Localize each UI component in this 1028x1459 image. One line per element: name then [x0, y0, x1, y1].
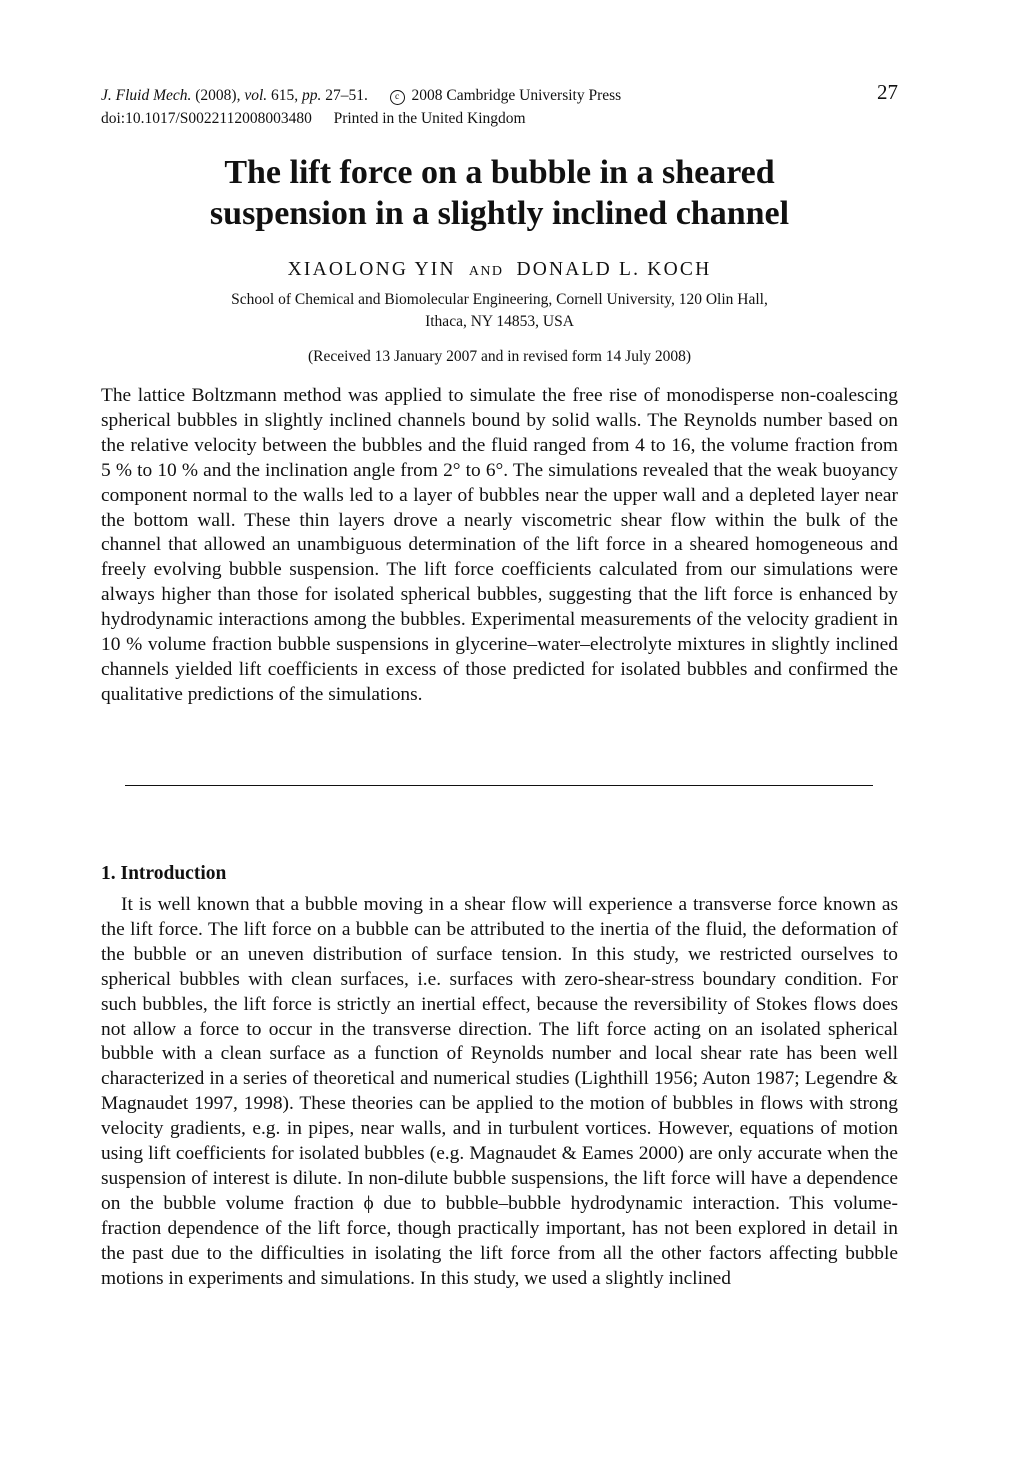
- title-line-2: suspension in a slightly inclined channel: [209, 195, 790, 232]
- pages-label: pp.: [302, 87, 322, 104]
- volume-value: 615,: [271, 87, 299, 104]
- paper-title: [101, 152, 898, 234]
- citation-line: [101, 84, 898, 107]
- paper-page: [101, 0, 898, 1459]
- printed-location: Printed in the United Kingdom: [333, 110, 526, 127]
- doi: doi:10.1017/S0022112008003480: [101, 110, 312, 127]
- author-2: DONALD L. KOCH: [516, 259, 712, 280]
- doi-line: [101, 107, 898, 130]
- copyright-text: 2008 Cambridge University Press: [411, 87, 622, 104]
- journal-year: (2008),: [195, 87, 241, 104]
- page-number: 27: [877, 80, 898, 104]
- author-conjunction: AND: [468, 264, 504, 279]
- pages-value: 27–51.: [325, 87, 368, 104]
- abstract: The lattice Boltzmann method was applied to simulate the free rise of monodisperse non-coalescing spherical bubbles in slightly inclined channels bound by solid walls. The Reynolds number based on the relative velocity between the bubbles and the fluid ranged from 4 to 16, the volume fraction from 5 % to 10 % and the inclination angle from 2° to 6°. The simulations revealed that the weak buoyancy component normal to the walls led to a layer of bubbles near the upper wall and a depleted layer near the bottom wall. These thin layers drove a nearly viscometric shear flow within the bulk of the channel that allowed an unambiguous determination of the lift force in a sheared homogeneous and freely evolving bubble suspension. The lift force coefficients calculated from our simulations were always higher than those for isolated spherical bubbles, suggesting that the lift force is enhanced by hydrodynamic interactions among the bubbles. Experimental measurements of the velocity gradient in 10 % volume fraction bubble suspensions in glycerine–water–electrolyte mixtures in slightly inclined channels yielded lift coefficients in excess of those predicted for isolated bubbles and confirmed the qualitative predictions of the simulations.: [101, 385, 898, 705]
- running-header: [101, 84, 898, 130]
- title-line-1: The lift force on a bubble in a sheared: [224, 154, 775, 191]
- journal-name: J. Fluid Mech.: [101, 87, 192, 104]
- received-dates: (Received 13 January 2007 and in revised form 14 July 2008): [307, 348, 692, 365]
- author-list: [101, 257, 898, 285]
- section-heading: 1. Introduction: [101, 863, 227, 884]
- abstract-divider: [125, 785, 873, 786]
- copyright-icon: c: [390, 90, 405, 105]
- affiliation-line-1: School of Chemical and Biomolecular Engineering, Cornell University, 120 Olin Hall,: [231, 291, 768, 308]
- author-1: XIAOLONG YIN: [287, 259, 456, 280]
- volume-label: vol.: [244, 87, 268, 104]
- introduction-paragraph: It is well known that a bubble moving in a shear flow will experience a transverse force known as the lift force. The lift force on a bubble can be attributed to the inertia of the fluid, the deformation of the bubble or an uneven distribution of surface tension. In this study, we restricted ourselves to spherical bubbles with clean surfaces, i.e. surfaces with zero-shear-stress boundary condition. For such bubbles, the lift force is strictly an inertial effect, because the reversibility of Stokes flows does not allow a force to occur in the transverse direction. The lift force acting on an isolated spherical bubble with a clean surface as a function of Reynolds number and local shear rate has been well characterized in a series of theoretical and numerical studies (Lighthill 1956; Auton 1987; Legendre & Magnaudet 1997, 1998). These theories can be applied to the motion of bubbles in flows with strong velocity gradients, e.g. in pipes, near walls, and in turbulent vortices. However, equations of motion using lift coefficients for isolated bubbles (e.g. Magnaudet & Eames 2000) are only accurate when the suspension of interest is dilute. In non-dilute bubble suspensions, the lift force will have a dependence on the bubble volume fraction ϕ due to bubble–bubble hydrodynamic interaction. This volume-fraction dependence of the lift force, though practically important, has not been explored in detail in the past due to the difficulties in isolating the lift force from all the other factors affecting bubble motions in experiments and simulations. In this study, we used a slightly inclined: [101, 894, 898, 1289]
- affiliation: [101, 289, 898, 333]
- affiliation-line-2: Ithaca, NY 14853, USA: [425, 313, 574, 330]
